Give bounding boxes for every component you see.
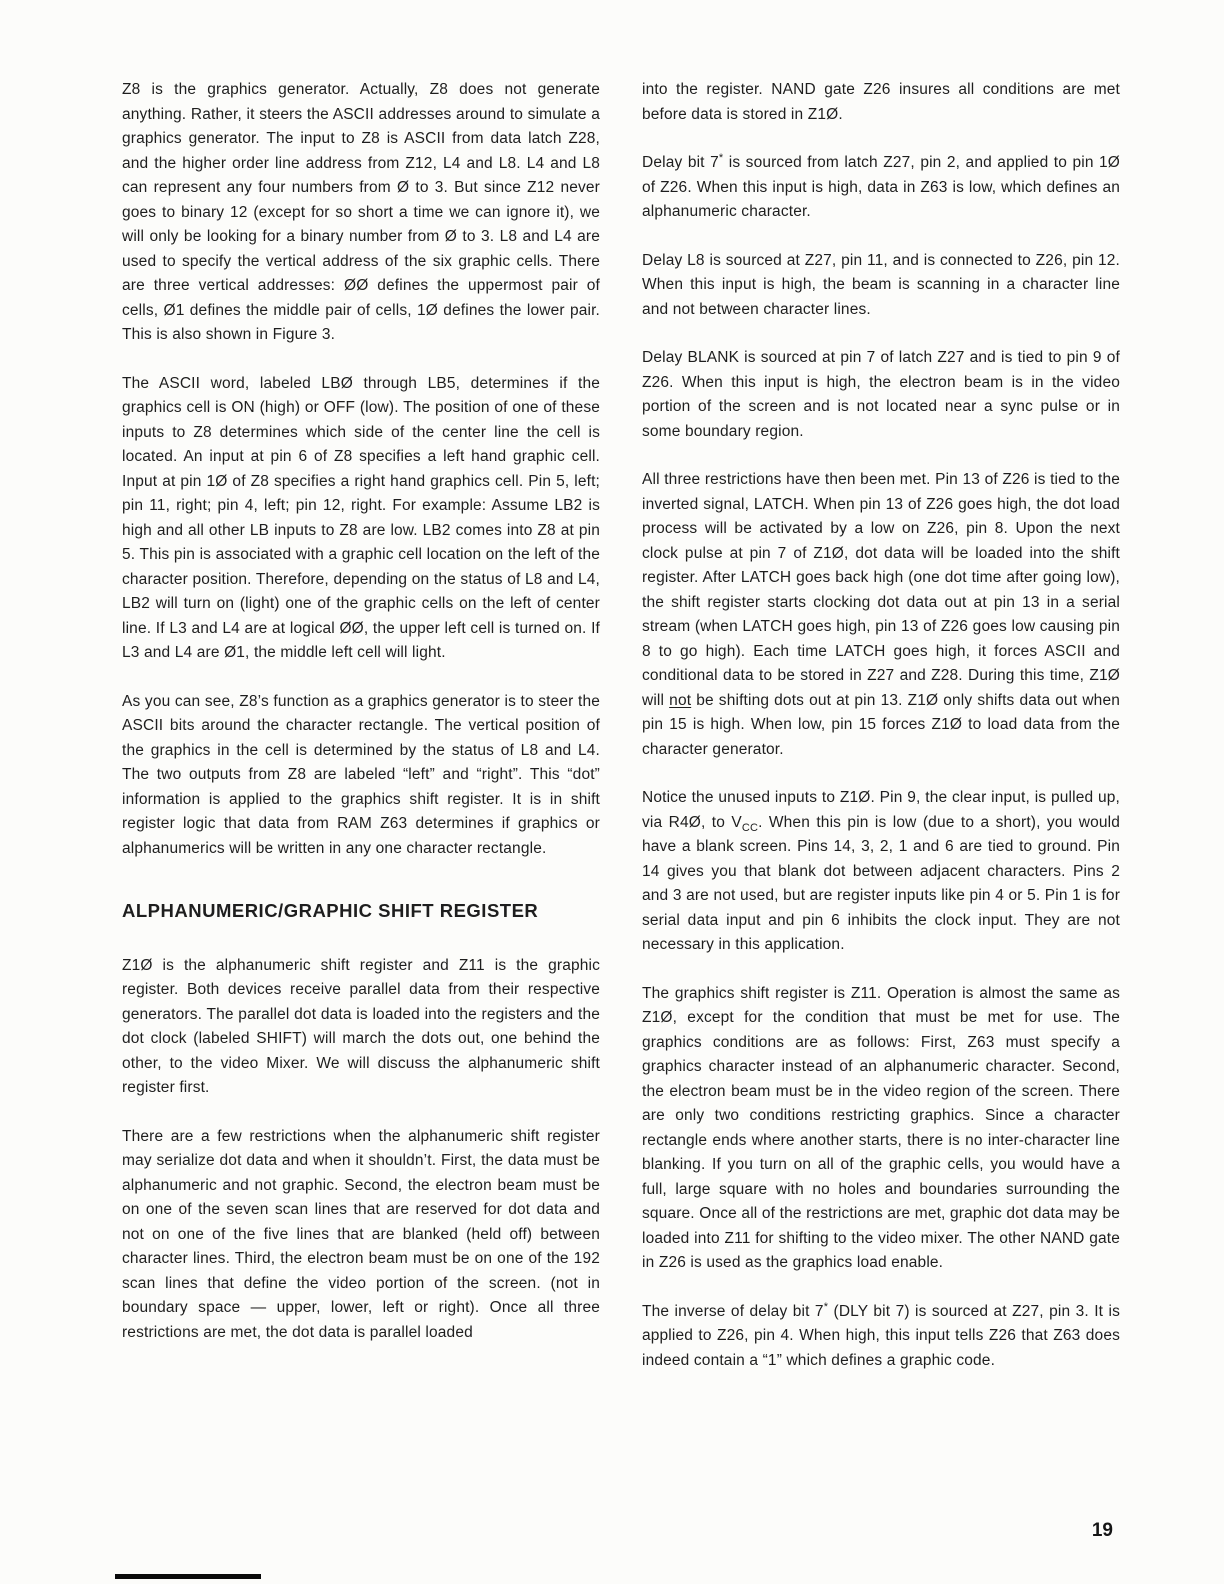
- paragraph-unused-inputs: [642, 786, 1120, 958]
- text-run: be shifting dots out at pin 13. Z1Ø only shifts data out when pin 15 is high. When low, pin 15 forces Z1Ø to load data from the character generator.: [642, 691, 1120, 758]
- vcc-subscript: CC: [741, 821, 759, 834]
- paragraph-inverse-delay: [642, 1300, 1120, 1374]
- text-run: . When this pin is low (due to a short), you would have a blank screen. Pins 14, 3, 2, 1 and 6 are tied to ground. Pin 14 gives you that blank dot between adjacent characters. Pins 2 and 3 are not used, but are register inputs like pin 4 or 5. Pin 1 is for serial data input and pin 6 inhibits the clock input. They are not necessary in this application.: [642, 813, 1120, 953]
- two-column-text: [122, 78, 1120, 1397]
- section-heading: ALPHANUMERIC/GRAPHIC SHIFT REGISTER: [122, 900, 539, 921]
- text-run: The inverse of delay bit 7: [642, 1302, 824, 1320]
- right-column: [642, 78, 1120, 1397]
- text-run: Notice the unused inputs to Z1Ø. Pin 9, the clear input, is pulled up, via R4Ø, to V: [642, 789, 1120, 831]
- paragraph-latch-process: [642, 468, 1120, 762]
- page-number: 19: [1091, 1520, 1113, 1541]
- crop-mark: [115, 1574, 261, 1579]
- paragraph-z8-generator: Z8 is the graphics generator. Actually, Z8 does not generate anything. Rather, it steers the ASCII addresses around to simulate a graphics generator. The input to Z8 is ASCII from data latch Z28, and the higher order line address from Z12, L4 and L8. L4 and L8 can represent any four numbers from Ø to 3. But since Z12 never goes to binary 12 (except for so short a time we can ignore it), we will only be looking for a binary number from Ø to 3. L8 and L4 are used to specify the vertical address of the six graphic cells. There are three vertical addresses: ØØ defines the uppermost pair of cells, Ø1 defines the middle pair of cells, 1Ø defines the lower pair. This is also shown in Figure 3.: [122, 81, 600, 343]
- left-column: [122, 78, 600, 1397]
- paragraph-z8-function: As you can see, Z8’s function as a graphics generator is to steer the ASCII bits around the character rectangle. The vertical position of the graphics in the cell is determined by the status of L8 and L4. The two outputs from Z8 are labeled “left” and “right”. This “dot” information is applied to the graphics shift register. It is in shift register logic that data from RAM Z63 determines if graphics or alphanumerics will be written in any one character rectangle.: [122, 692, 600, 857]
- paragraph-graphics-register: The graphics shift register is Z11. Operation is almost the same as Z1Ø, except for the condition that must be met for use. The graphics conditions are as follows: First, Z63 must specify a graphics character instead of an alphanumeric character. Second, the electron beam must be in the video region of the screen. There are only two conditions restricting graphics. Since a character rectangle ends where another starts, there is no inter-character line blanking. If you turn on all of the graphic cells, you would have a full, large square with no holes and boundaries surrounding the square. Once all of the restrictions are met, graphic dot data may be loaded into Z11 for shifting to the video mixer. The other NAND gate in Z26 is used as the graphics load enable.: [642, 984, 1120, 1271]
- paragraph-delay-bit-7: [642, 151, 1120, 225]
- asterisk-superscript: *: [718, 151, 724, 164]
- text-run: Delay bit 7: [642, 154, 719, 171]
- text-run: All three restrictions have then been met. Pin 13 of Z26 is tied to the inverted signal, LATCH. When pin 13 of Z26 goes high, the dot load process will be activated by a low on Z26, pin 8. Upon the next clock pulse at pin 7 of Z1Ø, dot data will be loaded into the shift register. After LATCH goes back high (one dot time after going low), the shift register starts clocking dot data out at pin 13 in a serial stream (when LATCH goes high, pin 13 of Z26 goes low causing pin 8 to go high). Each time LATCH goes high, it forces ASCII and conditional data to be stored in Z27 and Z28. During this time, Z1Ø will: [642, 471, 1120, 709]
- paragraph-delay-l8: Delay L8 is sourced at Z27, pin 11, and is connected to Z26, pin 12. When this input is high, the beam is scanning in a character line and not between character lines.: [642, 251, 1120, 318]
- text-run: is sourced from latch Z27, pin 2, and applied to pin 1Ø of Z26. When this input is high, data in Z63 is low, which defines an alphanumeric character.: [642, 154, 1121, 220]
- text-run: (DLY bit 7) is sourced at Z27, pin 3. It is applied to Z26, pin 4. When high, this input tells Z26 that Z63 does indeed contain a “1” which defines a graphic code.: [642, 1302, 1120, 1369]
- paragraph-into-register: into the register. NAND gate Z26 insures all conditions are met before data is stored in Z1Ø.: [642, 81, 1120, 123]
- paragraph-z10-intro: Z1Ø is the alphanumeric shift register and Z11 is the graphic register. Both devices receive parallel data from their respective generators. The parallel dot data is loaded into the registers and the dot clock (labeled SHIFT) will march the dots out, one behind the other, to the video Mixer. We will discuss the alphanumeric shift register first.: [122, 956, 600, 1096]
- paragraph-restrictions: There are a few restrictions when the alphanumeric shift register may serialize dot data and when it shouldn’t. First, the data must be alphanumeric and not graphic. Second, the electron beam must be on one of the seven scan lines that are reserved for dot data and not on one of the five lines that are blanked (held off) between character lines. Third, the electron beam must be on one of the 192 scan lines that define the video portion of the screen. (not in boundary space — upper, lower, left or right). Once all three restrictions are met, the dot data is parallel loaded: [122, 1127, 600, 1341]
- asterisk-superscript: *: [823, 1300, 829, 1313]
- paragraph-ascii-word: The ASCII word, labeled LBØ through LB5, determines if the graphics cell is ON (high) or OFF (low). The position of one of these inputs to Z8 determines which side of the center line the cell is located. An input at pin 6 of Z8 specifies a left hand graphic cell. Input at pin 1Ø of Z8 specifies a right hand graphics cell. Pin 5, left; pin 11, right; pin 4, left; pin 12, right. For example: Assume LB2 is high and all other LB inputs to Z8 are low. LB2 comes into Z8 at pin 5. This pin is associated with a graphic cell location on the left of the character position. Therefore, depending on the status of L8 and L4, LB2 will turn on (light) one of the graphic cells on the left of center line. If L3 and L4 are at logical ØØ, the upper left cell is turned on. If L3 and L4 are Ø1, the middle left cell will light.: [122, 374, 600, 661]
- underlined-not: not: [669, 691, 692, 709]
- paragraph-delay-blank: Delay BLANK is sourced at pin 7 of latch Z27 and is tied to pin 9 of Z26. When this input is high, the electron beam is in the video portion of the screen and is not located near a sync pulse or in some boundary region.: [642, 349, 1120, 440]
